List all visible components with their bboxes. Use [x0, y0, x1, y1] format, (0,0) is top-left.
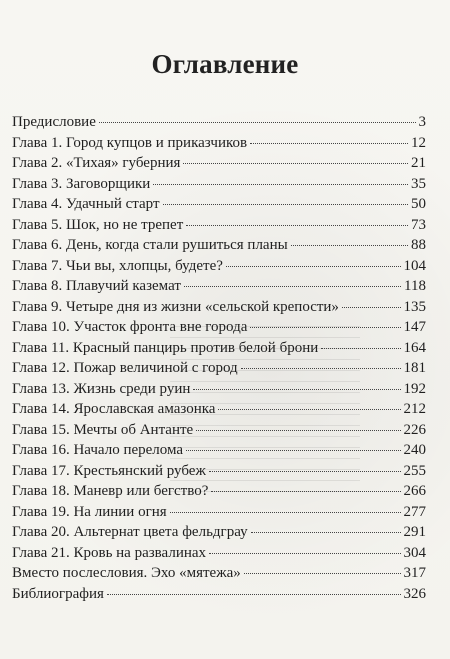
- toc-entry-page: 181: [403, 360, 426, 376]
- toc-entry-label: Глава 12. Пожар величиной с город: [12, 360, 238, 376]
- toc-entry-page: 147: [403, 319, 426, 335]
- toc-entry-label: Глава 4. Удачный старт: [12, 196, 160, 212]
- toc-entry-page: 317: [403, 565, 426, 581]
- toc-entry-20: [12, 522, 426, 543]
- toc-entry-14: [12, 399, 426, 420]
- toc-entry-13: [12, 379, 426, 400]
- toc-entry-3: [12, 174, 426, 195]
- toc-entry-page: 266: [403, 483, 426, 499]
- toc-entry-label: Глава 21. Кровь на развалинах: [12, 544, 207, 561]
- toc-entry-16: [12, 440, 426, 461]
- toc-entry-page: 50: [411, 196, 426, 212]
- leader-dots: [99, 120, 416, 123]
- leader-dots: [291, 243, 408, 246]
- toc-entry-label: Глава 20. Альтернат цвета фельдграу: [12, 524, 248, 540]
- toc-entry-12: [12, 358, 426, 379]
- toc-entry-17: [12, 461, 426, 482]
- toc-entry-page: 135: [403, 298, 426, 315]
- leader-dots: [196, 428, 400, 431]
- leader-dots: [250, 141, 408, 144]
- leader-dots: [186, 448, 400, 451]
- toc-entry-page: 192: [403, 380, 426, 397]
- toc-entry-11: [12, 338, 426, 359]
- leader-dots: [241, 366, 401, 369]
- toc-entry-label: Глава 8. Плавучий каземат: [12, 278, 181, 294]
- leader-dots: [193, 387, 400, 390]
- leader-dots: [211, 489, 400, 492]
- toc-entry-page: 104: [403, 257, 426, 274]
- toc-entry-8: [12, 276, 426, 297]
- toc-entry-page: 226: [403, 421, 426, 438]
- toc-entry-label: Глава 5. Шок, но не трепет: [12, 216, 184, 233]
- toc-entry-9: [12, 297, 426, 318]
- toc-entry-label: Библиография: [12, 585, 104, 602]
- toc-entry-page: 212: [403, 401, 426, 417]
- leader-dots: [321, 346, 400, 349]
- toc-entry-15: [12, 420, 426, 441]
- toc-entry-page: 35: [411, 175, 426, 192]
- toc-entry-label: Глава 7. Чьи вы, хлопцы, будете?: [12, 257, 223, 274]
- toc-entry-label: Глава 2. «Тихая» губерния: [12, 155, 181, 171]
- leader-dots: [218, 407, 400, 410]
- toc-entry-label: Глава 15. Мечты об Антанте: [12, 421, 194, 438]
- toc-entry-label: Глава 13. Жизнь среди руин: [12, 380, 191, 397]
- toc-entry-5: [12, 215, 426, 236]
- toc-entry-label: Глава 14. Ярославская амазонка: [12, 401, 216, 417]
- toc-entry-page: 240: [403, 442, 426, 458]
- leader-dots: [186, 223, 408, 226]
- toc-entry-0: [12, 112, 426, 133]
- toc-entry-page: 88: [411, 237, 426, 253]
- leader-dots: [251, 530, 401, 533]
- toc-entry-label: Глава 9. Четыре дня из жизни «сельской крепости»: [12, 298, 339, 315]
- table-of-contents: [12, 112, 426, 604]
- leader-dots: [342, 305, 401, 308]
- toc-entry-page: 73: [411, 216, 426, 233]
- leader-dots: [107, 592, 401, 595]
- toc-entry-page: 3: [418, 114, 426, 130]
- toc-entry-page: 304: [403, 544, 426, 561]
- toc-entry-22: [12, 563, 426, 584]
- toc-entry-23: [12, 584, 426, 605]
- toc-entry-19: [12, 502, 426, 523]
- page-title: Оглавление: [151, 49, 299, 79]
- leader-dots: [170, 510, 401, 513]
- toc-entry-page: 164: [403, 339, 426, 356]
- toc-entry-page: 291: [403, 524, 426, 540]
- toc-entry-4: [12, 194, 426, 215]
- toc-entry-label: Предисловие: [12, 114, 96, 130]
- leader-dots: [184, 284, 401, 287]
- leader-dots: [250, 325, 400, 328]
- toc-entry-label: Вместо послесловия. Эхо «мятежа»: [12, 565, 241, 581]
- toc-entry-label: Глава 1. Город купцов и приказчиков: [12, 134, 248, 151]
- leader-dots: [163, 202, 408, 205]
- toc-entry-label: Глава 17. Крестьянский рубеж: [12, 462, 206, 479]
- toc-entry-label: Глава 3. Заговорщики: [12, 175, 151, 192]
- toc-entry-label: Глава 16. Начало перелома: [12, 442, 184, 458]
- leader-dots: [183, 161, 408, 164]
- toc-entry-1: [12, 133, 426, 154]
- toc-entry-10: [12, 317, 426, 338]
- toc-entry-21: [12, 543, 426, 564]
- toc-entry-7: [12, 256, 426, 277]
- toc-entry-label: Глава 18. Маневр или бегство?: [12, 483, 209, 499]
- toc-entry-page: 255: [403, 462, 426, 479]
- toc-entry-2: [12, 153, 426, 174]
- leader-dots: [153, 182, 408, 185]
- leader-dots: [244, 571, 401, 574]
- toc-entry-label: Глава 10. Участок фронта вне города: [12, 319, 248, 335]
- toc-entry-page: 277: [403, 503, 426, 520]
- leader-dots: [209, 469, 401, 472]
- toc-entry-page: 326: [403, 585, 426, 602]
- toc-entry-6: [12, 235, 426, 256]
- toc-entry-label: Глава 6. День, когда стали рушиться планы: [12, 237, 288, 253]
- toc-entry-page: 21: [411, 155, 426, 171]
- leader-dots: [226, 264, 401, 267]
- leader-dots: [209, 551, 400, 554]
- toc-entry-18: [12, 481, 426, 502]
- toc-entry-page: 118: [404, 278, 426, 294]
- toc-entry-page: 12: [411, 134, 426, 151]
- toc-entry-label: Глава 11. Красный панцирь против белой брони: [12, 339, 319, 356]
- toc-entry-label: Глава 19. На линии огня: [12, 503, 167, 520]
